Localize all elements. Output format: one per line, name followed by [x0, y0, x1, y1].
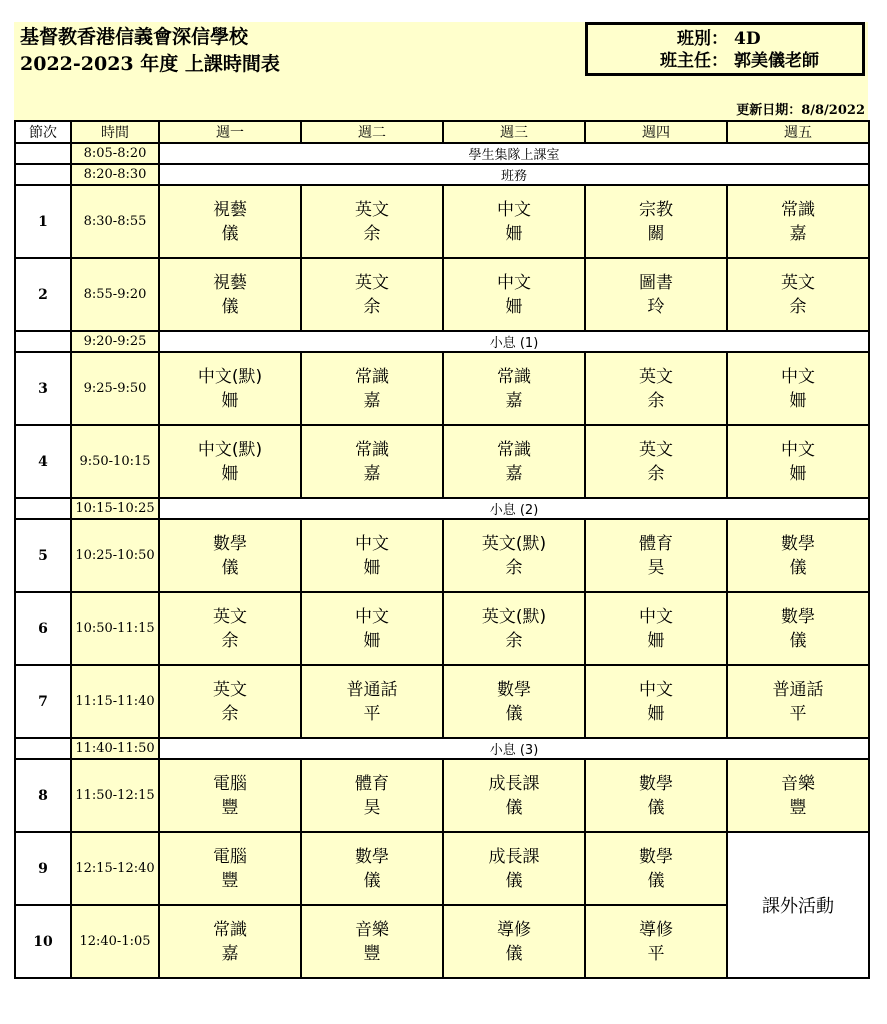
subject-name: 宗教: [639, 199, 673, 220]
subject-name: 普通話: [346, 679, 398, 700]
teacher-initial: 余: [363, 223, 381, 244]
subject-name: 視藝: [213, 272, 247, 293]
teacher-initial: 姍: [505, 223, 523, 244]
period-time: 9:20-9:25: [71, 331, 159, 352]
lesson-cell: [301, 185, 443, 258]
subject-name: 成長課: [488, 846, 540, 867]
period-time: 12:15-12:40: [71, 832, 159, 905]
teacher-initial: 儀: [505, 870, 523, 891]
teacher-initial: 姍: [647, 703, 665, 724]
teacher-initial: 豐: [363, 943, 381, 964]
lesson-cell: [301, 425, 443, 498]
period-number: [15, 738, 71, 759]
lesson-cell: [159, 185, 301, 258]
teacher-initial: 嘉: [363, 390, 381, 411]
subject-name: 英文: [355, 272, 389, 293]
lesson-cell: [727, 592, 869, 665]
subject-name: 成長課: [488, 773, 540, 794]
period-number: 7: [15, 665, 71, 738]
lesson-cell: [443, 519, 585, 592]
teacher-initial: 嘉: [363, 463, 381, 484]
teacher-initial: 余: [363, 296, 381, 317]
lesson-cell: [727, 759, 869, 832]
teacher-initial: 嘉: [505, 463, 523, 484]
lesson-cell: [443, 592, 585, 665]
lesson-cell: [301, 905, 443, 978]
period-number: [15, 498, 71, 519]
lesson-cell: [301, 832, 443, 905]
lesson-cell: [159, 665, 301, 738]
subject-name: 中文(默): [197, 439, 263, 460]
lesson-cell: [301, 592, 443, 665]
teacher-initial: 平: [363, 703, 381, 724]
period-time: 10:15-10:25: [71, 498, 159, 519]
lesson-cell: [585, 425, 727, 498]
period-time: 9:50-10:15: [71, 425, 159, 498]
teacher-initial: 儀: [789, 630, 807, 651]
teacher-initial: 姍: [505, 296, 523, 317]
lesson-cell: [159, 832, 301, 905]
lesson-cell: [159, 592, 301, 665]
subject-name: 英文: [213, 679, 247, 700]
period-number: 3: [15, 352, 71, 425]
lesson-row: [15, 352, 869, 425]
period-time: 10:25-10:50: [71, 519, 159, 592]
teacher-initial: 儀: [221, 296, 239, 317]
subject-name: 視藝: [213, 199, 247, 220]
lesson-row: [15, 759, 869, 832]
class-label: 班別：: [677, 29, 728, 49]
teacher-initial: 姍: [789, 463, 807, 484]
teacher-initial: 儀: [221, 557, 239, 578]
lesson-cell: [585, 352, 727, 425]
subject-name: 中文: [781, 439, 815, 460]
lesson-cell: [727, 665, 869, 738]
break-label: 小息 (2): [159, 498, 869, 519]
teacher-label: 班主任：: [660, 51, 728, 71]
subject-name: 音樂: [355, 919, 389, 940]
subject-name: 電腦: [213, 846, 247, 867]
column-header: 週二: [301, 121, 443, 143]
subject-name: 常識: [781, 199, 815, 220]
teacher-initial: 嘉: [505, 390, 523, 411]
subject-name: 英文: [213, 606, 247, 627]
teacher-initial: 嘉: [221, 943, 239, 964]
lesson-cell: [585, 185, 727, 258]
subject-name: 常識: [497, 439, 531, 460]
break-row: [15, 143, 869, 164]
lesson-row: [15, 665, 869, 738]
subject-name: 導修: [639, 919, 673, 940]
header-row: [15, 121, 869, 143]
subject-name: 英文: [781, 272, 815, 293]
teacher-initial: 嘉: [789, 223, 807, 244]
subject-name: 英文: [639, 439, 673, 460]
period-time: 8:20-8:30: [71, 164, 159, 185]
subject-name: 常識: [355, 439, 389, 460]
lesson-row: [15, 185, 869, 258]
subject-name: 常識: [497, 366, 531, 387]
period-number: 5: [15, 519, 71, 592]
period-number: 9: [15, 832, 71, 905]
subject-name: 中文: [639, 606, 673, 627]
period-number: [15, 331, 71, 352]
period-time: 8:30-8:55: [71, 185, 159, 258]
lesson-cell: [585, 592, 727, 665]
period-number: 8: [15, 759, 71, 832]
subject-name: 英文(默): [481, 606, 547, 627]
period-number: [15, 143, 71, 164]
lesson-cell: [727, 519, 869, 592]
period-number: 1: [15, 185, 71, 258]
break-row: [15, 331, 869, 352]
timetable: [14, 120, 870, 979]
break-row: [15, 164, 869, 185]
class-info-box: [585, 22, 865, 76]
lesson-cell: [443, 759, 585, 832]
lesson-cell: [727, 352, 869, 425]
column-header: 時間: [71, 121, 159, 143]
column-header: 節次: [15, 121, 71, 143]
lesson-cell: [585, 759, 727, 832]
period-time: 11:50-12:15: [71, 759, 159, 832]
period-number: 6: [15, 592, 71, 665]
period-number: 2: [15, 258, 71, 331]
subject-name: 數學: [781, 533, 815, 554]
timetable-title: 2022-2023 年度 上課時間表: [20, 53, 280, 75]
teacher-initial: 儀: [789, 557, 807, 578]
subject-name: 中文: [355, 533, 389, 554]
lesson-cell: [443, 665, 585, 738]
column-header: 週五: [727, 121, 869, 143]
period-number: 10: [15, 905, 71, 978]
subject-name: 數學: [497, 679, 531, 700]
lesson-cell: [159, 905, 301, 978]
period-time: 10:50-11:15: [71, 592, 159, 665]
column-header: 週四: [585, 121, 727, 143]
teacher-initial: 姍: [789, 390, 807, 411]
lesson-cell: [585, 832, 727, 905]
lesson-cell: [159, 759, 301, 832]
lesson-cell: [159, 258, 301, 331]
subject-name: 數學: [639, 846, 673, 867]
lesson-cell: [727, 258, 869, 331]
teacher-initial: 昊: [647, 557, 665, 578]
subject-name: 中文(默): [197, 366, 263, 387]
lesson-cell: [443, 832, 585, 905]
teacher-initial: 儀: [505, 797, 523, 818]
extra-curricular-cell: 課外活動: [727, 832, 869, 978]
subject-name: 英文: [639, 366, 673, 387]
teacher-initial: 余: [789, 296, 807, 317]
teacher-initial: 姍: [363, 630, 381, 651]
teacher-initial: 姍: [221, 463, 239, 484]
teacher-initial: 儀: [505, 943, 523, 964]
break-label: 班務: [159, 164, 869, 185]
subject-name: 圖書: [639, 272, 673, 293]
teacher-initial: 豐: [221, 870, 239, 891]
period-time: 9:25-9:50: [71, 352, 159, 425]
subject-name: 數學: [213, 533, 247, 554]
period-time: 11:40-11:50: [71, 738, 159, 759]
lesson-row: [15, 519, 869, 592]
break-row: [15, 498, 869, 519]
subject-name: 中文: [497, 199, 531, 220]
subject-name: 常識: [355, 366, 389, 387]
break-row: [15, 738, 869, 759]
teacher-initial: 昊: [363, 797, 381, 818]
teacher-value: 郭美儀老師: [734, 51, 819, 71]
break-label: 小息 (3): [159, 738, 869, 759]
class-value: 4D: [734, 29, 761, 49]
teacher-initial: 余: [647, 390, 665, 411]
teacher-initial: 余: [505, 630, 523, 651]
subject-name: 英文(默): [481, 533, 547, 554]
teacher-initial: 儀: [221, 223, 239, 244]
lesson-cell: [301, 352, 443, 425]
lesson-cell: [443, 352, 585, 425]
subject-name: 英文: [355, 199, 389, 220]
break-label: 學生集隊上課室: [159, 143, 869, 164]
period-time: 12:40-1:05: [71, 905, 159, 978]
lesson-row: [15, 425, 869, 498]
teacher-initial: 余: [221, 630, 239, 651]
subject-name: 普通話: [772, 679, 824, 700]
lesson-row: [15, 592, 869, 665]
lesson-cell: [159, 425, 301, 498]
subject-name: 數學: [355, 846, 389, 867]
teacher-initial: 關: [647, 223, 665, 244]
lesson-cell: [727, 185, 869, 258]
teacher-initial: 余: [647, 463, 665, 484]
period-number: [15, 164, 71, 185]
lesson-cell: [585, 905, 727, 978]
teacher-initial: 平: [789, 703, 807, 724]
break-label: 小息 (1): [159, 331, 869, 352]
lesson-cell: [301, 665, 443, 738]
lesson-cell: [301, 759, 443, 832]
teacher-initial: 姍: [221, 390, 239, 411]
teacher-initial: 儀: [363, 870, 381, 891]
lesson-cell: [585, 258, 727, 331]
subject-name: 數學: [781, 606, 815, 627]
teacher-initial: 豐: [789, 797, 807, 818]
lesson-cell: [443, 258, 585, 331]
subject-name: 導修: [497, 919, 531, 940]
subject-name: 中文: [355, 606, 389, 627]
lesson-cell: [443, 185, 585, 258]
teacher-initial: 儀: [647, 870, 665, 891]
lesson-cell: [301, 519, 443, 592]
period-time: 11:15-11:40: [71, 665, 159, 738]
period-time: 8:05-8:20: [71, 143, 159, 164]
teacher-initial: 姍: [363, 557, 381, 578]
lesson-cell: [159, 352, 301, 425]
subject-name: 體育: [355, 773, 389, 794]
lesson-cell: [585, 665, 727, 738]
subject-name: 數學: [639, 773, 673, 794]
subject-name: 電腦: [213, 773, 247, 794]
column-header: 週三: [443, 121, 585, 143]
lesson-cell: [585, 519, 727, 592]
lesson-cell: [727, 425, 869, 498]
lesson-cell: [159, 519, 301, 592]
period-time: 8:55-9:20: [71, 258, 159, 331]
subject-name: 中文: [781, 366, 815, 387]
teacher-initial: 玲: [647, 296, 665, 317]
lesson-cell: [443, 905, 585, 978]
subject-name: 中文: [497, 272, 531, 293]
lesson-row: [15, 258, 869, 331]
subject-name: 常識: [213, 919, 247, 940]
teacher-initial: 余: [221, 703, 239, 724]
teacher-initial: 豐: [221, 797, 239, 818]
teacher-initial: 姍: [647, 630, 665, 651]
subject-name: 中文: [639, 679, 673, 700]
lesson-row: [15, 832, 869, 905]
teacher-initial: 余: [505, 557, 523, 578]
period-number: 4: [15, 425, 71, 498]
school-name: 基督教香港信義會深信學校: [20, 26, 249, 48]
teacher-initial: 平: [647, 943, 665, 964]
updated-date: 更新日期：8/8/2022: [736, 103, 865, 118]
teacher-initial: 儀: [505, 703, 523, 724]
column-header: 週一: [159, 121, 301, 143]
lesson-cell: [443, 425, 585, 498]
subject-name: 音樂: [781, 773, 815, 794]
lesson-cell: [301, 258, 443, 331]
subject-name: 體育: [639, 533, 673, 554]
teacher-initial: 儀: [647, 797, 665, 818]
